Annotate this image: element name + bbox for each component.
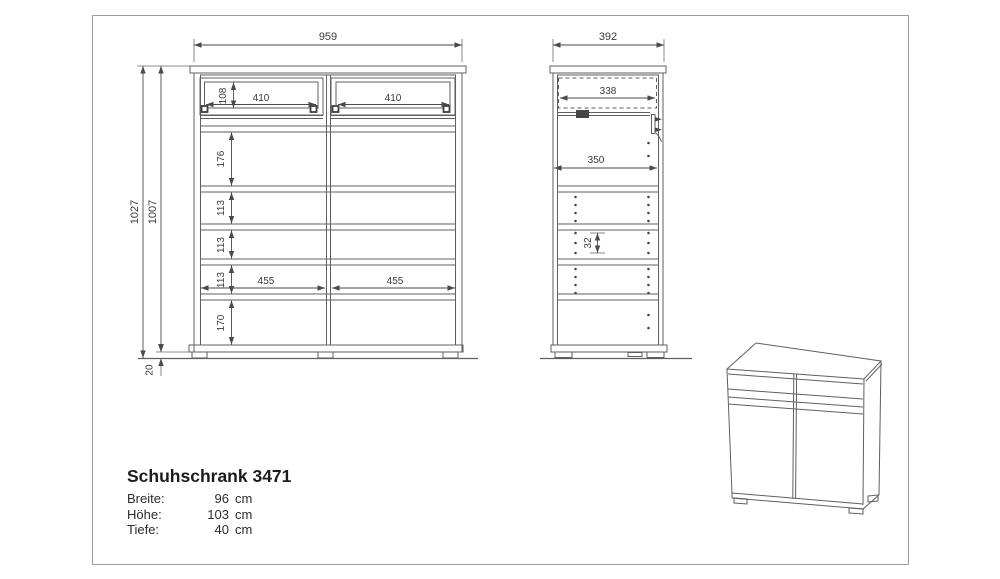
dim-shelf-spacing-3: 113 [216,237,227,253]
spec-row-hoehe [127,507,291,523]
dim-compartment-width-right: 455 [386,276,404,287]
pin-hole [574,268,577,271]
iso-center-gap [793,374,794,499]
dim-overall-height: 1027 [129,199,141,225]
drawer-runner-detail [444,106,450,112]
pin-hole [574,204,577,207]
drawer-runner-detail [311,106,317,112]
pin-hole [574,284,577,287]
spec-row-breite [127,491,291,507]
dim-overall-depth: 392 [598,31,618,43]
side-top-board [550,66,666,73]
dim-drawer-width-left: 410 [252,93,270,104]
front-foot [318,352,333,358]
pin-hole [647,196,650,199]
drawer-runner-detail [333,106,339,112]
iso-drawer-line [728,389,863,399]
front-shelves [200,126,456,300]
spec-unit: cm [235,506,253,522]
dim-shelf-spacing-1: 176 [216,150,227,168]
front-foot [443,352,458,358]
spec-unit: cm [235,522,253,537]
pin-hole [647,242,650,245]
dim-interior-depth: 350 [587,155,605,166]
pin-hole [647,268,650,271]
dim-compartment-width-left: 455 [257,276,275,287]
pin-hole [647,155,650,158]
dim-hole-spacing: 32 [583,237,594,249]
spec-row-tiefe [127,522,291,538]
side-shelves [558,186,659,300]
pin-hole [574,232,577,235]
pin-hole [647,232,650,235]
side-foot-middle [628,353,642,357]
pin-hole [647,292,650,295]
side-view-dimensions [553,31,664,253]
front-top-board [190,66,466,73]
pin-hole [647,276,650,279]
front-view [138,66,478,359]
drawer-runner-block [576,110,589,118]
spec-label: Tiefe: [127,522,160,537]
drawer-runner-detail [202,106,208,112]
pin-hole [574,212,577,215]
pin-hole [647,284,650,287]
pin-hole [574,220,577,223]
dim-plinth-height: 20 [144,364,156,376]
pin-hole [574,276,577,279]
side-view [540,66,692,359]
pin-hole [574,242,577,245]
dim-overall-width: 959 [318,31,338,43]
iso-top-face [727,343,881,379]
spec-value: 40 [214,522,229,537]
front-view-dimensions [129,31,462,376]
pin-hole [647,252,650,255]
pin-hole [647,204,650,207]
dim-shelf-spacing-2: 113 [216,200,227,216]
dim-drawer-width-right: 410 [384,93,402,104]
spec-value: 96 [214,491,229,506]
shelf-pin-holes [574,142,650,330]
pin-hole [574,196,577,199]
pin-hole [647,314,650,317]
pin-hole [574,252,577,255]
hinge-bracket-detail [652,115,663,143]
pin-hole [647,212,650,215]
front-foot [192,352,207,358]
product-info [127,466,291,538]
pin-hole [647,142,650,145]
iso-foot [734,498,747,504]
side-foot [647,352,664,358]
pin-hole [647,327,650,330]
pin-hole [647,220,650,223]
spec-value: 103 [207,506,229,522]
spec-label: Höhe: [127,506,162,522]
dim-bottom-compartment: 170 [216,314,227,332]
iso-foot [849,508,863,514]
front-bottom-board [189,345,463,352]
spec-unit: cm [235,491,253,506]
side-bottom-board [551,345,667,352]
dim-shelf-spacing-4: 113 [216,272,227,288]
dim-carcass-height: 1007 [147,199,159,225]
side-foot [555,352,572,358]
spec-label: Breite: [127,491,165,506]
dim-drawer-height: 108 [218,87,229,105]
iso-foot [868,495,878,502]
product-title: Schuhschrank 3471 [127,466,292,486]
dim-drawer-depth: 338 [599,86,617,97]
iso-view [727,343,882,514]
pin-hole [574,292,577,295]
